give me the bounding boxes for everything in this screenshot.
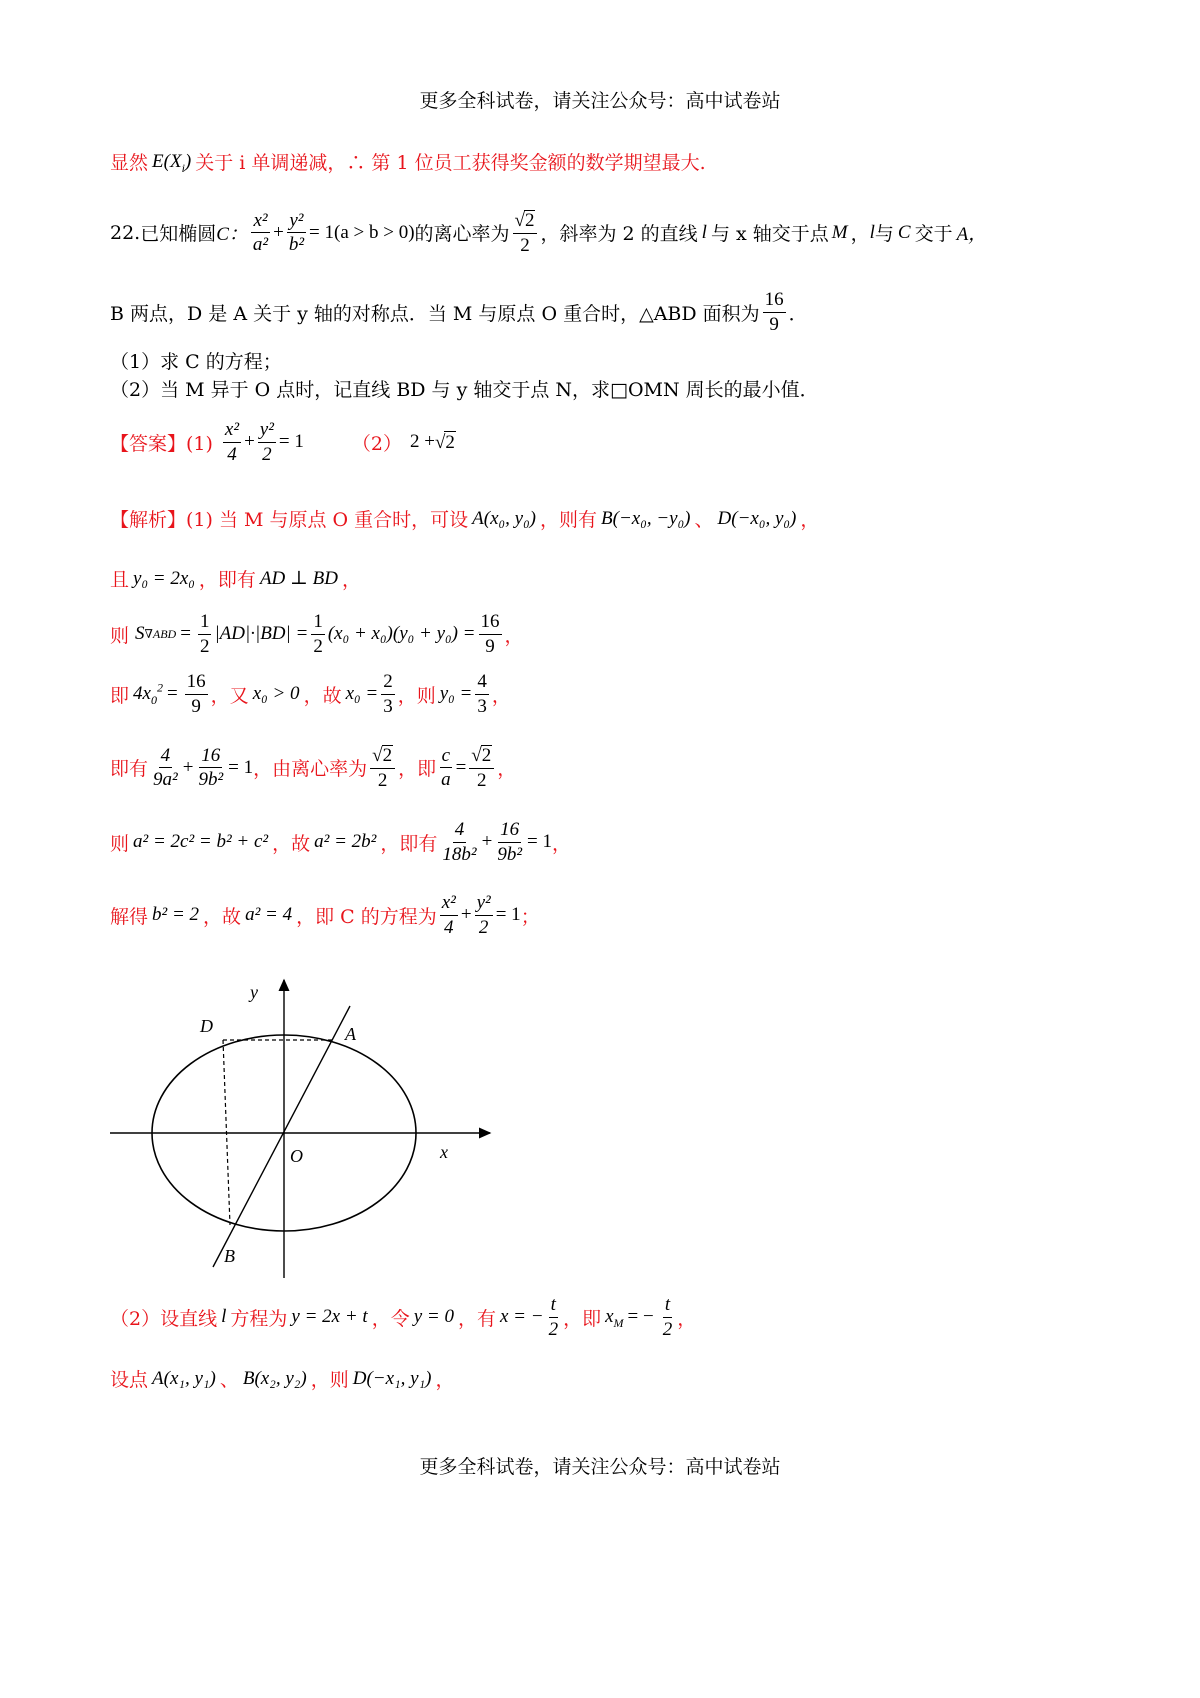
page-footer: 更多全科试卷，请关注公众号：高中试卷站	[419, 1456, 781, 1478]
label-y: y	[250, 982, 258, 1002]
ellipse-figure	[100, 970, 500, 1290]
page-header: 更多全科试卷，请关注公众号：高中试卷站	[419, 90, 781, 112]
answer-line: 【答案】(1) $\frac{\text{x²}}{4}$ + $\frac{\text{y²}}{2}$ = 1 （2） 2 + √ 2	[110, 419, 455, 465]
line-l	[213, 1006, 350, 1267]
prev-conclusion: 显然 $E(X_i)$ 关于 i 单调递减，∴ 第 1 位员工获得奖金额的数学期望最大.	[110, 150, 706, 175]
label-o: O	[290, 1146, 303, 1166]
label-a: A	[345, 1024, 356, 1044]
label-d: D	[200, 1016, 213, 1036]
analysis-line6: 则 a² = 2c² = b² + c² ，故 a² = 2b² ，即有 $\frac{4}{\text{18b²}}$ + $\frac{16}{\text{9b²}}$ = 1 ，	[110, 819, 571, 865]
analysis-line1: 【解析】 (1) 当 M 与原点 O 重合时，可设 A(x₀, y₀) ，则有 B(−x₀, −y₀) 、 D(−x₀, y₀) ，	[110, 507, 820, 531]
analysis-line7: 解得 b² = 2 ，故 a² = 4 ，即 C 的方程为 $\frac{\text{x²}}{4}$ + $\frac{\text{y²}}{2}$ = 1 ；	[110, 892, 540, 938]
analysis-part2-line1: （2）设直线 l 方程为 y = 2x + t ，令 y = 0 ，有 x = − $\frac{t}{2}$ ，即 $x_M$ = − $\frac{t}{2}$ ，	[110, 1294, 697, 1340]
problem-statement-line1: 22. 已知椭圆 C： $\frac{\text{x²}}{\text{a²}}$ + $\frac{\text{y²}}{\text{b²}}$ = 1(a > b > 0) 的离心率为 √ 2 2 ，斜率为 2 的直线 l 与 x 轴交于点 M ， l 与 C 交于 A，	[110, 209, 988, 256]
problem-statement-line2: B 两点，D 是 A 关于 y 轴的对称点．当 M 与原点 O 重合时，△ABD 面积为 $\frac{16}{9}$ ．	[110, 289, 808, 335]
analysis-part2-line2: 设点 A(x₁, y₁) 、 B(x₂, y₂) ，则 D(−x₁, y₁) ，	[110, 1367, 455, 1391]
analysis-line4: 即 $4x_0^2$ = $\frac{16}{9}$ ，又 x₀ > 0 ，故 x₀ = $\frac{2}{3}$ ，则 y₀ = $\frac{4}{3}$ ，	[110, 671, 511, 717]
question-1: （1）求 C 的方程；	[110, 351, 282, 373]
label-b: B	[224, 1246, 235, 1266]
question-2: （2）当 M 异于 O 点时，记直线 BD 与 y 轴交于点 N，求□OMN 周长的最小值．	[110, 379, 819, 401]
analysis-line3: 则 S ∇ABD = $\frac{1}{2}$ |AD|·|BD| = $\frac{1}{2}$ (x₀ + x₀)(y₀ + y₀) = $\frac{16}{9}$ ，	[110, 611, 524, 657]
label-x: x	[440, 1142, 448, 1162]
analysis-line5: 即有 $\frac{4}{\text{9a²}}$ + $\frac{16}{\text{9b²}}$ = 1 ，由离心率为 √ 2 2 ，即 $\frac{c}{a}$ = √ 2 2 ，	[110, 744, 517, 791]
analysis-line2: 且 y₀ = 2x₀ ，即有 AD ⊥ BD ，	[110, 567, 361, 591]
